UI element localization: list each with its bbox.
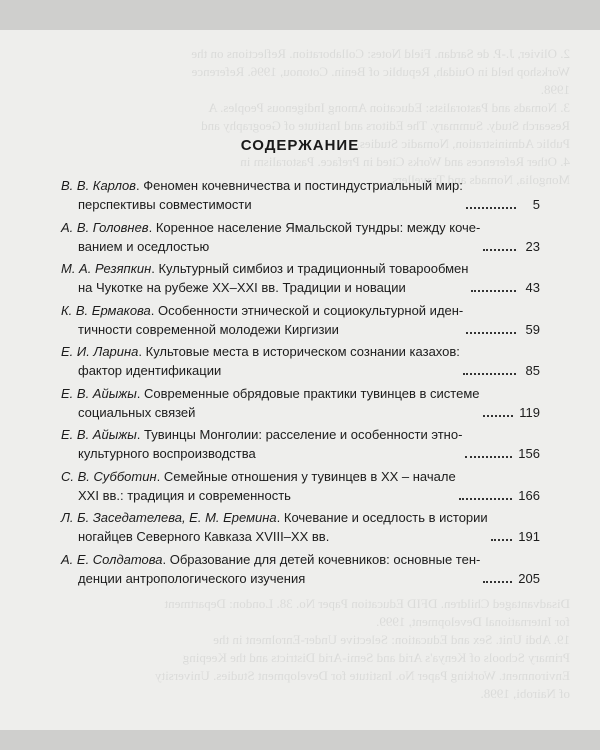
toc-page-number: 59 (525, 321, 540, 337)
toc-entry-first-line: А. В. Головнев. Коренное население Ямальской тундры: между коче- (61, 219, 481, 235)
toc-title: Образование для детей кочевников: основные тен- (169, 551, 481, 567)
toc-title-continuation: ногайцев Северного Кавказа XVIII–XX вв. (78, 529, 330, 544)
bleed-line: Public Administration, Nomadic Studies. (356, 136, 570, 151)
toc-title-continuation: на Чукотке на рубеже XX–XXI вв. Традиции и новации (78, 280, 406, 295)
toc-entry-text (61, 425, 462, 463)
toc-entry-first-line: М. А. Резяпкин. Культурный симбиоз и традиционный товарообмен (61, 261, 469, 276)
dot-leader (483, 581, 512, 583)
toc-entry-text (61, 467, 456, 505)
toc-title-continuation: тичности современной молодежи Киргизии (78, 321, 339, 337)
toc-author: Е. В. Айыжы (61, 385, 137, 401)
bleed-line: Workshop held in Ouidah, Republic of Benin. Cotonou, 1996. Reference (191, 64, 570, 79)
toc-page-number: 119 (519, 404, 540, 420)
toc-author: Е. В. Айыжы (61, 427, 137, 442)
toc-page-number: 191 (518, 529, 540, 544)
page-title: СОДЕРЖАНИЕ (240, 137, 360, 154)
toc-page-number: 23 (525, 238, 540, 254)
bleed-line: Mongolia, Nomads and Travellers (392, 172, 570, 187)
bleed-through-top (30, 46, 570, 190)
bleed-line: of Nairobi, 1998. (480, 686, 570, 701)
toc-entry-text (61, 301, 463, 339)
toc-author: С. В. Субботин (61, 468, 157, 484)
toc-title: Семейные отношения у тувинцев в XX – начале (163, 468, 456, 484)
toc-title: Культурный симбиоз и традиционный товарообмен (158, 261, 469, 276)
toc-title-continuation: культурного воспроизводства (78, 446, 256, 461)
bleed-line: Environment. Working Paper No. Institute for Development Studies. University (154, 668, 570, 683)
toc-author: А. В. Головнев (61, 219, 149, 235)
dot-leader (471, 290, 516, 292)
bleed-line: 3. Nomads and Pastoralists: Education Among Indigenous Peoples. A (208, 100, 570, 115)
toc-author: В. В. Карлов (61, 178, 136, 193)
toc-entry-text (61, 259, 468, 297)
toc-author: М. А. Резяпкин (61, 261, 152, 276)
toc-entry-text (61, 176, 463, 214)
toc-author: А. Е. Солдатова (61, 551, 163, 567)
toc-entry-text (61, 342, 460, 380)
dot-leader (463, 373, 516, 375)
toc-author: Л. Б. Заседателева, Е. М. Еремина (61, 510, 277, 525)
toc-title: Современные обрядовые практики тувинцев в системе (144, 385, 480, 401)
dot-leader (465, 456, 512, 458)
toc-entry[interactable] (61, 342, 540, 380)
toc-entry[interactable] (61, 508, 540, 546)
toc-title: Тувинцы Монголии: расселение и особенности этно- (144, 427, 463, 442)
toc-entry-first-line: Е. В. Айыжы. Современные обрядовые практики тувинцев в системе (61, 385, 480, 401)
bleed-line: Research Study. Summary. The Editors and Institute of Geography and (201, 118, 570, 133)
bleed-line: for International Development, 1999. (376, 614, 570, 629)
bleed-line: 4. Other References and Works Cited in Preface. Pastoralism in (240, 154, 570, 169)
toc-entry-first-line: К. В. Ермакова. Особенности этнической и социокультурной иден- (61, 302, 464, 318)
toc-title-continuation: фактор идентификации (78, 363, 222, 378)
toc-entry[interactable] (61, 384, 540, 422)
dot-leader (491, 539, 513, 541)
table-of-contents (61, 176, 540, 591)
dot-leader (466, 332, 516, 334)
toc-entry[interactable] (61, 550, 540, 588)
toc-entry-first-line: Л. Б. Заседателева, Е. М. Еремина. Кочевание и оседлость в истории (61, 510, 488, 525)
bleed-line: 19. Abdi Unit. Sex and Education: Selective Under-Enrolment in the (213, 632, 570, 647)
toc-entry[interactable] (61, 425, 540, 463)
bleed-line: Primary Schools of Kenya's Arid and Semi-Arid Districts and the Keeping (182, 650, 570, 665)
toc-entry-first-line: В. В. Карлов. Феномен кочевничества и постиндустриальный мир: (61, 178, 463, 193)
toc-entry[interactable] (61, 301, 540, 339)
dot-leader (483, 415, 514, 417)
toc-entry-first-line: Е. И. Ларина. Культовые места в историческом сознании казахов: (61, 344, 460, 359)
toc-page-number: 156 (518, 446, 540, 461)
bleed-line: Disadvantaged Children. DFID Education Paper No. 38. London: Department (164, 596, 570, 611)
toc-entry[interactable] (61, 218, 540, 256)
toc-entry-first-line: А. Е. Солдатова. Образование для детей кочевников: основные тен- (61, 551, 481, 567)
toc-title-continuation: денции антропологического изучения (78, 570, 306, 586)
toc-title: Особенности этнической и социокультурной иден- (158, 302, 464, 318)
toc-author: Е. И. Ларина (61, 344, 139, 359)
toc-entry-text (61, 384, 480, 422)
bleed-line: 1998. (540, 82, 570, 97)
toc-entry-text (61, 508, 488, 546)
toc-entry[interactable] (61, 176, 540, 214)
toc-author: К. В. Ермакова (61, 302, 151, 318)
toc-title-continuation: перспективы совместимости (78, 197, 252, 212)
toc-title-continuation: ванием и оседлостью (78, 238, 210, 254)
toc-entry-first-line: Е. В. Айыжы. Тувинцы Монголии: расселение и особенности этно- (61, 427, 463, 442)
dot-leader (466, 207, 516, 209)
toc-entry-text (61, 218, 480, 256)
bleed-line: 2. Olivier, J.-P. de Sardan. Field Notes: Collaboration. Reflections on the (191, 46, 570, 61)
toc-entry-text (61, 550, 480, 588)
toc-page-number: 85 (525, 363, 540, 378)
book-page (0, 30, 600, 730)
toc-title: Феномен кочевничества и постиндустриальный мир: (143, 178, 463, 193)
toc-entry-first-line: С. В. Субботин. Семейные отношения у тувинцев в XX – начале (61, 468, 456, 484)
toc-entry[interactable] (61, 467, 540, 505)
toc-title-continuation: социальных связей (78, 404, 196, 420)
toc-page-number: 5 (532, 197, 540, 212)
dot-leader (483, 249, 516, 251)
toc-page-number: 166 (518, 487, 540, 503)
toc-title: Культовые места в историческом сознании казахов: (145, 344, 460, 359)
toc-page-number: 43 (525, 280, 540, 295)
dot-leader (459, 498, 513, 500)
toc-title-continuation: XXI вв.: традиция и современность (78, 487, 291, 503)
bleed-through-bottom (30, 596, 570, 704)
toc-title: Кочевание и оседлость в истории (283, 510, 488, 525)
toc-title: Коренное население Ямальской тундры: между коче- (155, 219, 481, 235)
toc-page-number: 205 (518, 570, 540, 586)
toc-entry[interactable] (61, 259, 540, 297)
